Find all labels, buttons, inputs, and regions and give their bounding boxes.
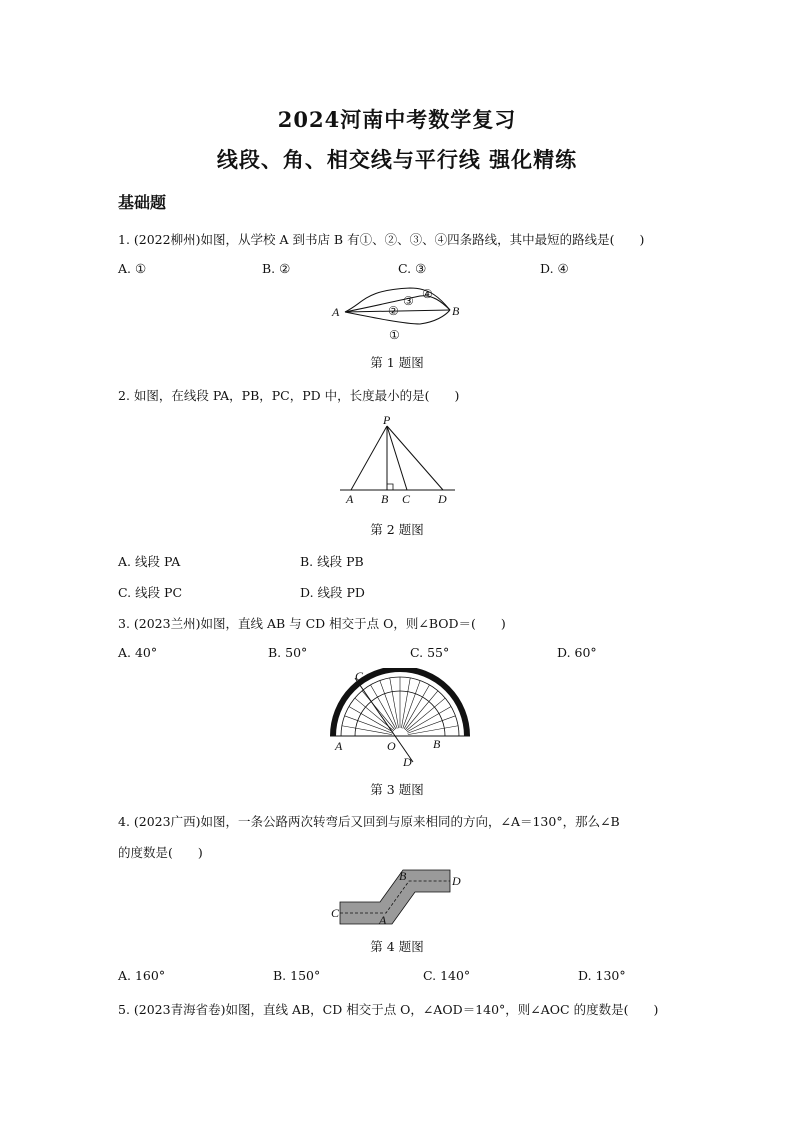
title-line-2: 线段、角、相交线与平行线 强化精练 xyxy=(216,147,578,172)
question-3-option-a[interactable]: A. 40° xyxy=(118,645,158,660)
section-heading: 基础题 xyxy=(118,193,167,212)
question-3-option-b[interactable]: B. 50° xyxy=(268,645,308,660)
question-2-caption: 第 2 题图 xyxy=(370,522,424,537)
question-4-stem-line-1: 4. (2023广西)如图，一条公路两次转弯后又回到与原来相同的方向，∠A＝130°，那么∠B xyxy=(118,814,620,829)
point-d-label: D xyxy=(438,492,447,506)
question-1-option-b[interactable]: B. ② xyxy=(262,261,291,276)
question-2-figure xyxy=(335,412,460,510)
point-b-label: B xyxy=(381,492,389,506)
question-2-option-d[interactable]: D. 线段 PD xyxy=(300,585,365,600)
question-5-stem: 5. (2023青海省卷)如图，直线 AB，CD 相交于点 O，∠AOD＝140°，则∠AOC 的度数是( ) xyxy=(118,1002,659,1017)
point-p-label: P xyxy=(383,413,391,427)
question-1-option-d[interactable]: D. ④ xyxy=(540,261,569,276)
point-c-label: C xyxy=(402,492,411,506)
route-2-label: ② xyxy=(388,304,399,318)
question-4-option-b[interactable]: B. 150° xyxy=(273,968,321,983)
point-b-label: B xyxy=(452,304,460,318)
question-4-stem-line-2: 的度数是( ) xyxy=(118,845,203,860)
point-a-label: A xyxy=(346,492,354,506)
title-line-1: 2024河南中考数学复习 xyxy=(277,107,517,132)
point-b-label: B xyxy=(433,737,441,751)
question-4-caption: 第 4 题图 xyxy=(370,939,424,954)
question-2-option-c[interactable]: C. 线段 PC xyxy=(118,585,183,600)
point-o-label: O xyxy=(387,739,396,753)
line-cd xyxy=(355,678,413,762)
point-d-label: D xyxy=(452,874,461,888)
question-1-option-c[interactable]: C. ③ xyxy=(398,261,427,276)
point-a-label: A xyxy=(379,913,387,927)
point-a-label: A xyxy=(332,305,340,319)
question-1-figure xyxy=(320,280,470,344)
route-1-label: ① xyxy=(389,328,400,342)
question-2-option-a[interactable]: A. 线段 PA xyxy=(118,554,181,569)
question-4-figure xyxy=(328,866,468,928)
question-1-stem: 1. (2022柳州)如图，从学校 A 到书店 B 有①、②、③、④四条路线，其中最短的路线是( ) xyxy=(118,232,645,247)
question-4-option-a[interactable]: A. 160° xyxy=(118,968,166,983)
question-2-stem: 2. 如图，在线段 PA，PB，PC，PD 中，长度最小的是( ) xyxy=(118,388,460,403)
question-2-option-b[interactable]: B. 线段 PB xyxy=(300,554,364,569)
route-4-label: ④ xyxy=(422,287,433,301)
question-1-caption: 第 1 题图 xyxy=(370,355,424,370)
question-3-option-c[interactable]: C. 55° xyxy=(410,645,450,660)
question-3-caption: 第 3 题图 xyxy=(370,782,424,797)
segment-pc xyxy=(387,426,407,490)
point-a-label: A xyxy=(335,739,343,753)
question-3-figure xyxy=(325,668,475,770)
question-3-option-d[interactable]: D. 60° xyxy=(557,645,597,660)
point-d-label: D xyxy=(403,755,412,769)
question-4-option-c[interactable]: C. 140° xyxy=(423,968,471,983)
segment-pa xyxy=(351,426,387,490)
segment-pd xyxy=(387,426,443,490)
question-3-stem: 3. (2023兰州)如图，直线 AB 与 CD 相交于点 O，则∠BOD＝( ) xyxy=(118,616,506,631)
question-1-option-a[interactable]: A. ① xyxy=(118,261,147,276)
question-4-option-d[interactable]: D. 130° xyxy=(578,968,626,983)
right-angle-mark xyxy=(387,484,393,490)
route-3-label: ③ xyxy=(403,294,414,308)
point-c-label: C xyxy=(355,669,364,683)
road-shape xyxy=(340,870,450,924)
point-c-label: C xyxy=(331,906,340,920)
point-b-label: B xyxy=(399,869,407,883)
